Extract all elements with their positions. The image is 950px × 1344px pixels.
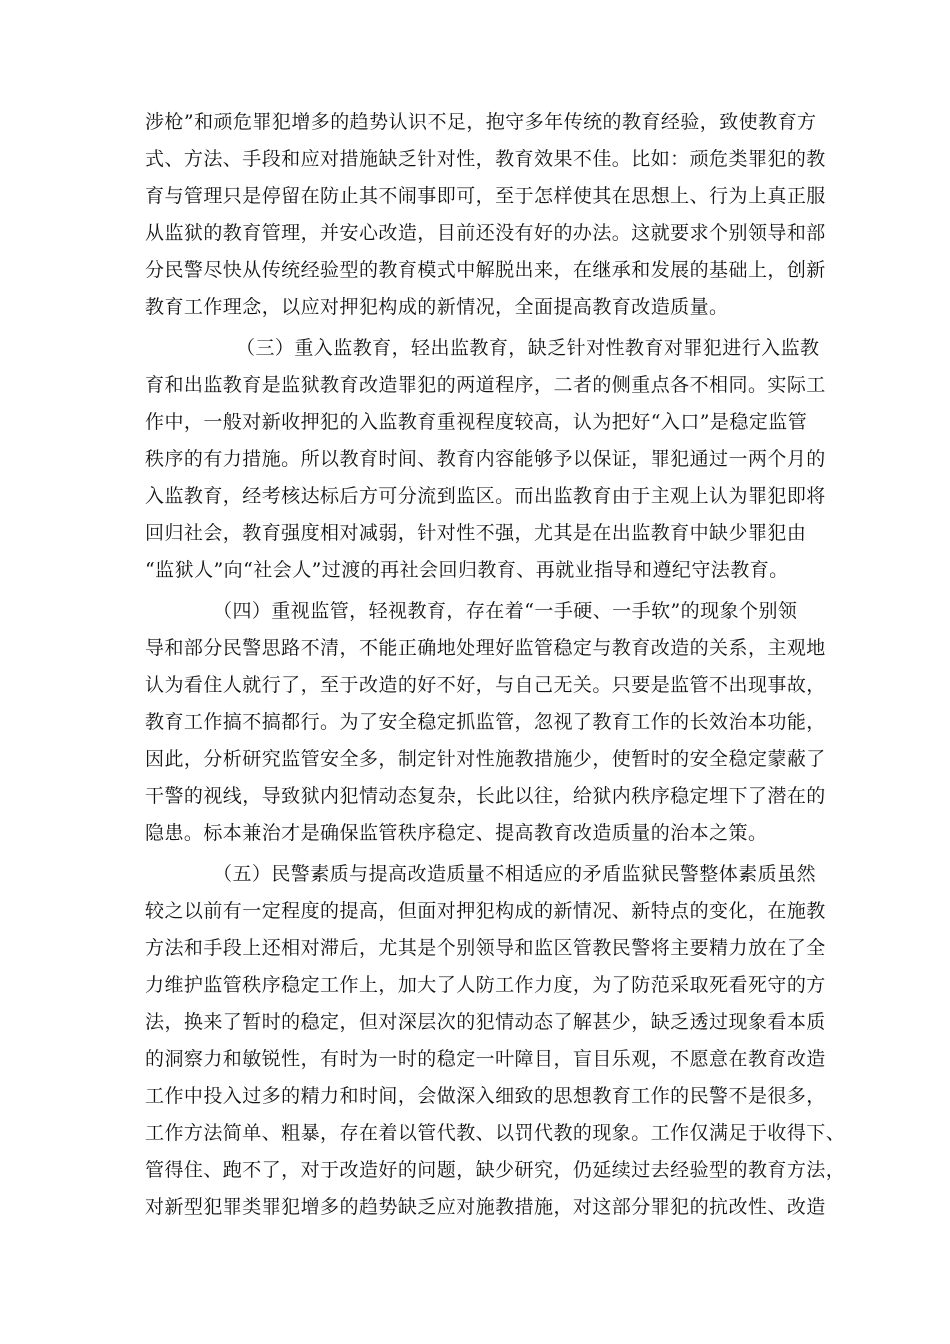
- paragraph-4-line-2: 较之以前有一定程度的提高，但面对押犯构成的新情况、新特点的变化，在施教: [145, 900, 826, 922]
- paragraph-4-line-1: （五）民警素质与提高改造质量不相适应的矛盾监狱民警整体素质虽然: [213, 863, 816, 885]
- paragraph-4-line-9: 管得住、跑不了，对于改造好的问题，缺少研究，仍延续过去经验型的教育方法，: [145, 1159, 846, 1181]
- paragraph-4-line-5: 法，换来了暂时的稳定，但对深层次的犯情动态了解甚少，缺乏透过现象看本质: [145, 1011, 826, 1033]
- paragraph-1-line-5: 分民警尽快从传统经验型的教育模式中解脱出来，在继承和发展的基础上，创新: [145, 259, 826, 281]
- paragraph-1-line-4: 从监狱的教育管理，并安心改造，目前还没有好的办法。这就要求个别领导和部: [145, 222, 826, 244]
- paragraph-1-line-2: 式、方法、手段和应对措施缺乏针对性，教育效果不佳。比如：顽危类罪犯的教: [145, 148, 826, 170]
- paragraph-3-line-6: 干警的视线，导致狱内犯情动态复杂，长此以往，给狱内秩序稳定埋下了潜在的: [145, 785, 826, 807]
- paragraph-3-line-1: （四）重视监管，轻视教育，存在着“一手硬、一手软”的现象个别领: [213, 600, 798, 622]
- paragraph-2-line-6: 回归社会，教育强度相对减弱，针对性不强，尤其是在出监教育中缺少罪犯由: [145, 522, 807, 544]
- paragraph-1-line-1: 涉枪”和顽危罪犯增多的趋势认识不足，抱守多年传统的教育经验，致使教育方: [145, 111, 817, 133]
- paragraph-4-line-10: 对新型犯罪类罪犯增多的趋势缺乏应对施教措施，对这部分罪犯的抗改性、改造: [145, 1196, 826, 1218]
- paragraph-4-line-7: 工作中投入过多的精力和时间，会做深入细致的思想教育工作的民警不是很多，: [145, 1085, 826, 1107]
- paragraph-4-line-6: 的洞察力和敏锐性，有时为一时的稳定一叶障目，盲目乐观，不愿意在教育改造: [145, 1048, 826, 1070]
- paragraph-4-line-4: 力维护监管秩序稳定工作上，加大了人防工作力度，为了防范采取死看死守的方: [145, 974, 826, 996]
- paragraph-3-line-3: 认为看住人就行了，至于改造的好不好，与自己无关。只要是监管不出现事故，: [145, 674, 826, 696]
- paragraph-3-line-7: 隐患。标本兼治才是确保监管秩序稳定、提高教育改造质量的治本之策。: [145, 822, 768, 844]
- paragraph-2-line-5: 入监教育，经考核达标后方可分流到监区。而出监教育由于主观上认为罪犯即将: [145, 485, 826, 507]
- paragraph-2-line-3: 作中，一般对新收押犯的入监教育重视程度较高，认为把好“入口”是稳定监管: [145, 411, 808, 433]
- paragraph-1-line-3: 育与管理只是停留在防止其不闹事即可，至于怎样使其在思想上、行为上真正服: [145, 185, 826, 207]
- paragraph-2-line-2: 育和出监教育是监狱教育改造罪犯的两道程序，二者的侧重点各不相同。实际工: [145, 374, 826, 396]
- paragraph-2-line-4: 秩序的有力措施。所以教育时间、教育内容能够予以保证，罪犯通过一两个月的: [145, 448, 826, 470]
- paragraph-3-line-5: 因此，分析研究监管安全多，制定针对性施教措施少，使暂时的安全稳定蒙蔽了: [145, 748, 826, 770]
- paragraph-4-line-3: 方法和手段上还相对滞后，尤其是个别领导和监区管教民警将主要精力放在了全: [145, 937, 826, 959]
- paragraph-4-line-8: 工作方法简单、粗暴，存在着以管代教、以罚代教的现象。工作仅满足于收得下、: [145, 1122, 846, 1144]
- paragraph-3-line-2: 导和部分民警思路不清，不能正确地处理好监管稳定与教育改造的关系，主观地: [145, 637, 826, 659]
- paragraph-1-line-6: 教育工作理念，以应对押犯构成的新情况，全面提高教育改造质量。: [145, 296, 729, 318]
- paragraph-3-line-4: 教育工作搞不搞都行。为了安全稳定抓监管，忽视了教育工作的长效治本功能，: [145, 711, 826, 733]
- paragraph-2-line-1: （三）重入监教育，轻出监教育，缺乏针对性教育对罪犯进行入监教: [236, 337, 820, 359]
- paragraph-2-line-7: “监狱人”向“社会人”过渡的再社会回归教育、再就业指导和遵纪守法教育。: [145, 559, 789, 581]
